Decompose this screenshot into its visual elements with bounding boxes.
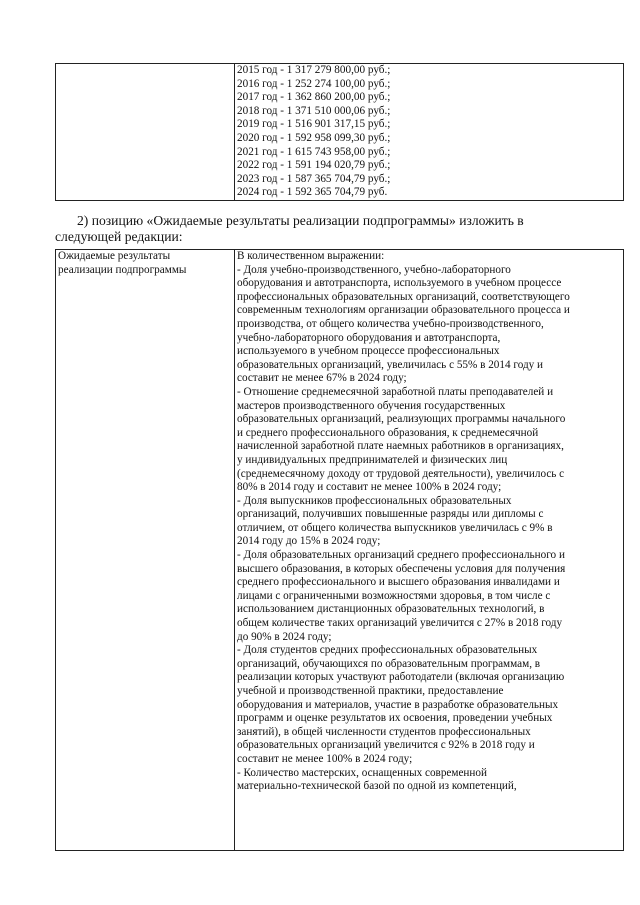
content-line: оборудования и автотранспорта, используемого в учебном процессе [237,277,562,290]
content-line: отличием, от общего количества выпускников увеличилась с 9% в [237,521,553,534]
content-line: используемого в учебном процессе профессиональных [237,345,500,358]
content-line: - Доля учебно-производственного, учебно-лабораторного [237,263,511,276]
label-line: Ожидаемые результаты [58,250,171,262]
content-line: материально-технической базой по одной из компетенций, [237,780,517,793]
content-line: учебной и производственной практики, предоставление [237,685,504,697]
table-row [56,250,624,851]
budget-line: 2024 год - 1 592 365 704,79 руб. [237,186,388,199]
content-line: использованием дистанционных образовательных технологий, в [237,603,545,616]
content-line: начисленной заработной плате наемных работников в организациях, [237,440,564,453]
content-line: 80% в 2014 году и составит не менее 100% в 2024 году; [237,481,502,494]
content-line: современным технологиям организации образовательного процесса и [237,304,570,317]
content-line: до 90% в 2024 году; [237,630,332,643]
content-line: образовательных организаций, увеличилась с 55% в 2014 году и [237,358,544,371]
content-line: организаций, обучающихся по образовательным программам, в [237,657,541,670]
content-line: среднего профессионального и высшего образования инвалидами и [237,576,560,589]
content-line: общем количестве таких организаций увеличится с 27% в 2018 году [237,617,563,630]
results-table [55,249,624,851]
budget-table [55,63,624,201]
budget-values-cell [235,64,624,201]
content-line: у индивидуальных предпринимателей и физических лиц [237,453,508,466]
content-line: образовательных организаций, реализующих программы начального [237,413,566,426]
content-line: - Доля образовательных организаций среднего профессионального и [237,549,565,562]
content-line: программ и оценке результатов их освоения, проведении учебных [237,712,553,725]
budget-lines [237,64,622,200]
label-line: реализации подпрограммы [58,263,187,276]
budget-label-cell [56,64,235,201]
content-line: (среднемесячному доходу от трудовой деятельности), увеличилось с [237,467,565,480]
results-content-cell [235,250,624,851]
content-line: составит не менее 67% в 2024 году; [237,372,407,385]
content-line: реализации которых участвуют работодатели (включая организацию [237,671,565,684]
content-line: учебно-лабораторного оборудования и автотранспорта, [237,331,501,344]
content-line: оборудования и материалов, участие в разработке образовательных [237,698,559,711]
content-line: и среднего профессионального образования, к среднемесячной [237,426,539,439]
budget-line: 2020 год - 1 592 958 099,30 руб.; [237,131,391,144]
budget-line: 2021 год - 1 615 743 958,00 руб.; [237,145,391,158]
content-line: образовательных организаций увеличится с 92% в 2018 году и [237,739,535,752]
budget-line: 2018 год - 1 371 510 000,06 руб.; [237,104,391,117]
budget-line: 2022 год - 1 591 194 020,79 руб.; [237,159,391,172]
amendment-paragraph [55,213,623,245]
budget-line: 2015 год - 1 317 279 800,00 руб.; [237,64,391,76]
content-line: составит не менее 100% в 2024 году; [237,752,413,765]
content-line: производства, от общего количества учебно-производственного, [237,317,544,330]
content-line: мастеров производственного обучения государственных [237,399,506,412]
content-line: - Отношение среднемесячной заработной платы преподавателей и [237,385,554,398]
budget-line: 2016 год - 1 252 274 100,00 руб.; [237,77,391,90]
paragraph-line: 2) позицию «Ожидаемые результаты реализации подпрограммы» изложить в [77,213,524,228]
budget-line: 2019 год - 1 516 901 317,15 руб.; [237,118,391,131]
results-label-cell [56,250,235,851]
content-line: организаций, получивших повышенные разряды или дипломы с [237,508,544,521]
content-line: - Количество мастерских, оснащенных современной [237,766,487,779]
content-line: 2014 году до 15% в 2024 году; [237,535,381,548]
budget-line: 2023 год - 1 587 365 704,79 руб.; [237,172,391,185]
content-line: лицами с ограниченными возможностями здоровья, в том числе с [237,589,551,602]
table-row [56,64,624,201]
content-line: занятий), в общей численности студентов профессиональных [237,725,531,738]
results-content [237,250,622,794]
content-line: В количественном выражении: [237,250,385,262]
budget-line: 2017 год - 1 362 860 200,00 руб.; [237,91,391,104]
content-line: высшего образования, в которых обеспечены условия для получения [237,562,566,575]
content-line: профессиональных образовательных организаций, соответствующего [237,290,570,303]
results-label [58,250,233,277]
content-line: - Доля выпускников профессиональных образовательных [237,494,512,507]
content-line: - Доля студентов средних профессиональных образовательных [237,644,538,657]
paragraph-line: следующей редакции: [55,229,183,244]
